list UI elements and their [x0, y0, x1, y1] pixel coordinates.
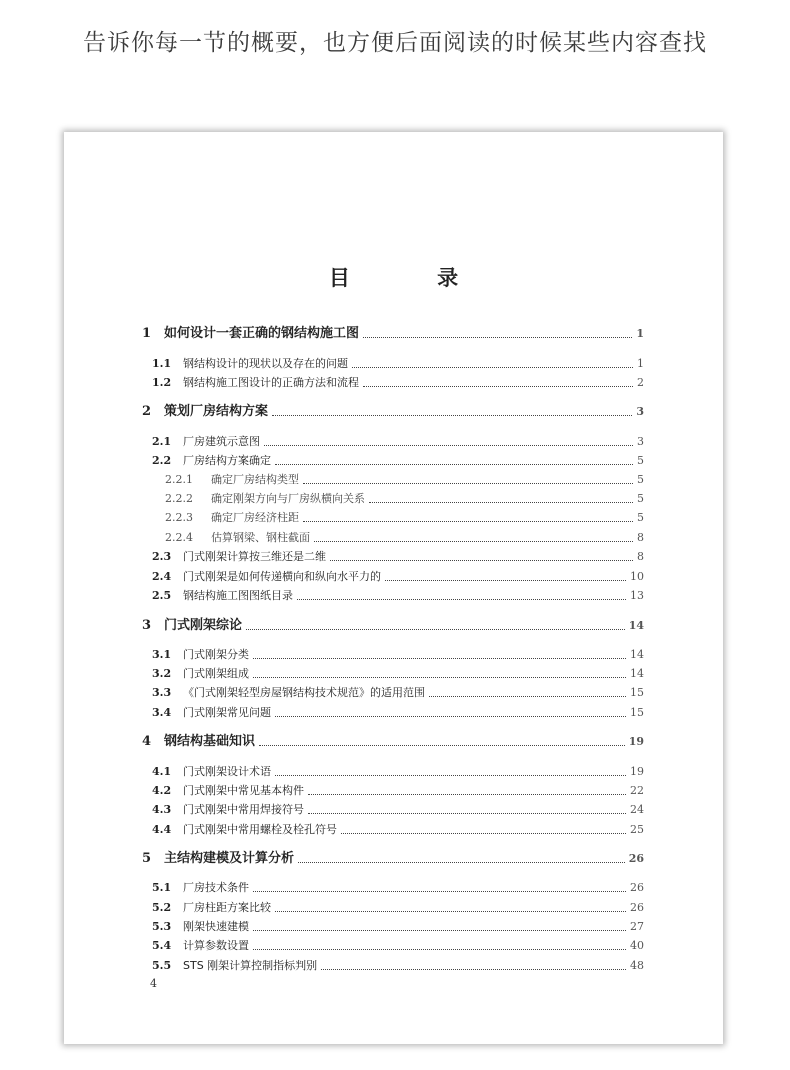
dot-leader: [253, 891, 626, 892]
toc-entry-page: 1: [636, 327, 644, 340]
toc-entry-title: 《门式刚架轻型房屋钢结构技术规范》的适用范围: [183, 686, 425, 699]
toc-entry-number: 4: [142, 734, 152, 749]
toc-entry-number: 3: [142, 618, 152, 633]
dot-leader: [363, 337, 632, 338]
toc-entry-page: 3: [636, 405, 644, 418]
toc-entry-number: 5.5: [152, 959, 172, 972]
toc-entry-title: 厂房技术条件: [183, 881, 249, 894]
toc-entry-page: 19: [630, 765, 644, 778]
toc-entry-page: 15: [630, 706, 644, 719]
toc-entry-title: 钢结构施工图图纸目录: [183, 589, 293, 602]
toc-entry-number: 2.2.3: [165, 511, 193, 524]
toc-entry-page: 10: [630, 570, 644, 583]
dot-leader: [298, 862, 625, 863]
toc-entry-title: 如何设计一套正确的钢结构施工图: [164, 326, 360, 341]
toc-entry-page: 26: [630, 901, 644, 914]
toc-entry-number: 2.3: [152, 550, 172, 563]
toc-entry-title: STS 刚架计算控制指标判别: [183, 959, 318, 972]
toc-entry-number: 5.4: [152, 939, 172, 952]
banner-caption: 告诉你每一节的概要，也方便后面阅读的时候某些内容查找: [83, 30, 707, 56]
toc-entry-number: 1: [142, 326, 152, 341]
toc-entry: [142, 733, 644, 751]
toc-entry-number: 1.1: [152, 357, 172, 370]
toc-entry-page: 13: [630, 589, 644, 602]
toc-entry: [152, 646, 644, 664]
toc-entry-page: 24: [630, 803, 644, 816]
dot-leader: [264, 445, 633, 446]
dot-leader: [275, 716, 626, 717]
toc-entry-number: 5.2: [152, 901, 172, 914]
toc-entry-page: 26: [630, 881, 644, 894]
toc-entry: [142, 325, 644, 343]
toc-entry-page: 5: [637, 454, 644, 467]
toc-entry: [152, 704, 644, 722]
toc-entry-number: 5.3: [152, 920, 172, 933]
toc-entry-number: 2.2.4: [165, 531, 193, 544]
dot-leader: [253, 677, 626, 678]
toc-entry: [152, 665, 644, 683]
toc-entry-title: 刚架快速建模: [183, 920, 249, 933]
toc-entry-title: 钢结构基础知识: [164, 734, 256, 749]
toc-entry-title: 策划厂房结构方案: [164, 404, 269, 419]
toc-entry-title: 计算参数设置: [183, 939, 249, 952]
dot-leader: [321, 969, 626, 970]
toc-entry: [165, 509, 644, 527]
dot-leader: [330, 560, 633, 561]
dot-leader: [246, 629, 625, 630]
toc-entry-number: 2.4: [152, 570, 172, 583]
toc-entry-title: 钢结构设计的现状以及存在的问题: [183, 357, 348, 370]
dot-leader: [253, 930, 626, 931]
page-number: 4: [150, 977, 157, 990]
toc-entry-number: 2.2.1: [165, 473, 193, 486]
toc-entry: [152, 957, 644, 975]
toc-entry-title: 厂房结构方案确定: [183, 454, 271, 467]
toc-entry: [152, 782, 644, 800]
toc-entry-number: 2.1: [152, 435, 172, 448]
toc-entry: [142, 403, 644, 421]
toc-entry-page: 2: [637, 376, 644, 389]
dot-leader: [303, 521, 633, 522]
toc-entry-number: 3.2: [152, 667, 172, 680]
toc-entry-number: 3.1: [152, 648, 172, 661]
toc-page: [64, 132, 723, 1044]
toc-entry-number: 2.2.2: [165, 492, 193, 505]
toc-entry-title: 门式刚架计算按三维还是二维: [183, 550, 326, 563]
toc-entry: [165, 529, 644, 547]
toc-entry-page: 14: [630, 667, 644, 680]
toc-entry-title: 门式刚架综论: [164, 618, 243, 633]
toc-entry-title: 门式刚架中常见基本构件: [183, 784, 304, 797]
toc-entry-page: 1: [637, 357, 644, 370]
toc-entry-number: 4.2: [152, 784, 172, 797]
toc-entry-number: 2.5: [152, 589, 172, 602]
toc-entry-title: 钢结构施工图设计的正确方法和流程: [183, 376, 359, 389]
toc-entry-number: 2.2: [152, 454, 172, 467]
toc-entry-page: 26: [628, 852, 644, 865]
toc-entry-page: 5: [637, 473, 644, 486]
toc-entry: [152, 684, 644, 702]
toc-entry: [142, 617, 644, 635]
dot-leader: [385, 580, 626, 581]
dot-leader: [341, 833, 626, 834]
toc-entry-number: 3.4: [152, 706, 172, 719]
dot-leader: [429, 696, 626, 697]
dot-leader: [275, 464, 633, 465]
dot-leader: [297, 599, 626, 600]
toc-entry-number: 4.4: [152, 823, 172, 836]
dot-leader: [352, 367, 633, 368]
toc-entry-number: 3.3: [152, 686, 172, 699]
dot-leader: [253, 658, 626, 659]
toc-entry: [152, 937, 644, 955]
toc-entry: [152, 568, 644, 586]
toc-entry-title: 厂房柱距方案比较: [183, 901, 271, 914]
toc-entry-title: 门式刚架分类: [183, 648, 249, 661]
toc-entry: [152, 763, 644, 781]
toc-entry-page: 40: [630, 939, 644, 952]
toc-entry-page: 25: [630, 823, 644, 836]
toc-entry-number: 5: [142, 851, 152, 866]
toc-entry: [142, 850, 644, 868]
dot-leader: [308, 794, 626, 795]
toc-entry-title: 门式刚架中常用螺栓及栓孔符号: [183, 823, 337, 836]
dot-leader: [314, 541, 633, 542]
toc-entry-page: 8: [637, 550, 644, 563]
toc-entry-page: 15: [630, 686, 644, 699]
dot-leader: [253, 949, 626, 950]
toc-entry-title: 厂房建筑示意图: [183, 435, 260, 448]
toc-entry: [165, 471, 644, 489]
toc-title: 目 录: [328, 265, 499, 290]
toc-entry-page: 14: [630, 648, 644, 661]
toc-entry-page: 8: [637, 531, 644, 544]
toc-entry: [152, 879, 644, 897]
toc-entry-number: 1.2: [152, 376, 172, 389]
dot-leader: [275, 775, 626, 776]
toc-entry: [152, 374, 644, 392]
dot-leader: [303, 483, 633, 484]
toc-entry-title: 门式刚架常见问题: [183, 706, 271, 719]
toc-entry-page: 19: [628, 735, 644, 748]
dot-leader: [272, 415, 632, 416]
toc-entry-number: 4.1: [152, 765, 172, 778]
toc-entry: [152, 355, 644, 373]
dot-leader: [363, 386, 633, 387]
toc-entry-page: 14: [628, 619, 644, 632]
dot-leader: [369, 502, 633, 503]
toc-entry: [152, 548, 644, 566]
toc-entry-title: 主结构建模及计算分析: [164, 851, 295, 866]
toc-entry-title: 门式刚架是如何传递横向和纵向水平力的: [183, 570, 381, 583]
toc-entry: [165, 490, 644, 508]
toc-entry: [152, 587, 644, 605]
toc-entry-page: 48: [630, 959, 644, 972]
toc-entry-page: 5: [637, 511, 644, 524]
toc-entry: [152, 821, 644, 839]
toc-entry-page: 22: [630, 784, 644, 797]
toc-entry-page: 27: [630, 920, 644, 933]
toc-entry-title: 估算钢梁、钢柱截面: [211, 531, 310, 544]
toc-entry-title: 门式刚架设计术语: [183, 765, 271, 778]
toc-entry-title: 门式刚架中常用焊接符号: [183, 803, 304, 816]
toc-entry-title: 门式刚架组成: [183, 667, 249, 680]
toc-entry-title: 确定厂房结构类型: [211, 473, 299, 486]
dot-leader: [275, 911, 626, 912]
toc-entry-title: 确定厂房经济柱距: [211, 511, 299, 524]
toc-entry-page: 5: [637, 492, 644, 505]
toc-entry: [152, 801, 644, 819]
toc-entry-number: 4.3: [152, 803, 172, 816]
toc-entry: [152, 899, 644, 917]
toc-entry-page: 3: [637, 435, 644, 448]
toc-entry-number: 2: [142, 404, 152, 419]
toc-entry-title: 确定刚架方向与厂房纵横向关系: [211, 492, 365, 505]
toc-entry: [152, 433, 644, 451]
toc-entry: [152, 918, 644, 936]
toc-entry-number: 5.1: [152, 881, 172, 894]
dot-leader: [308, 813, 626, 814]
dot-leader: [259, 745, 625, 746]
toc-entry: [152, 452, 644, 470]
